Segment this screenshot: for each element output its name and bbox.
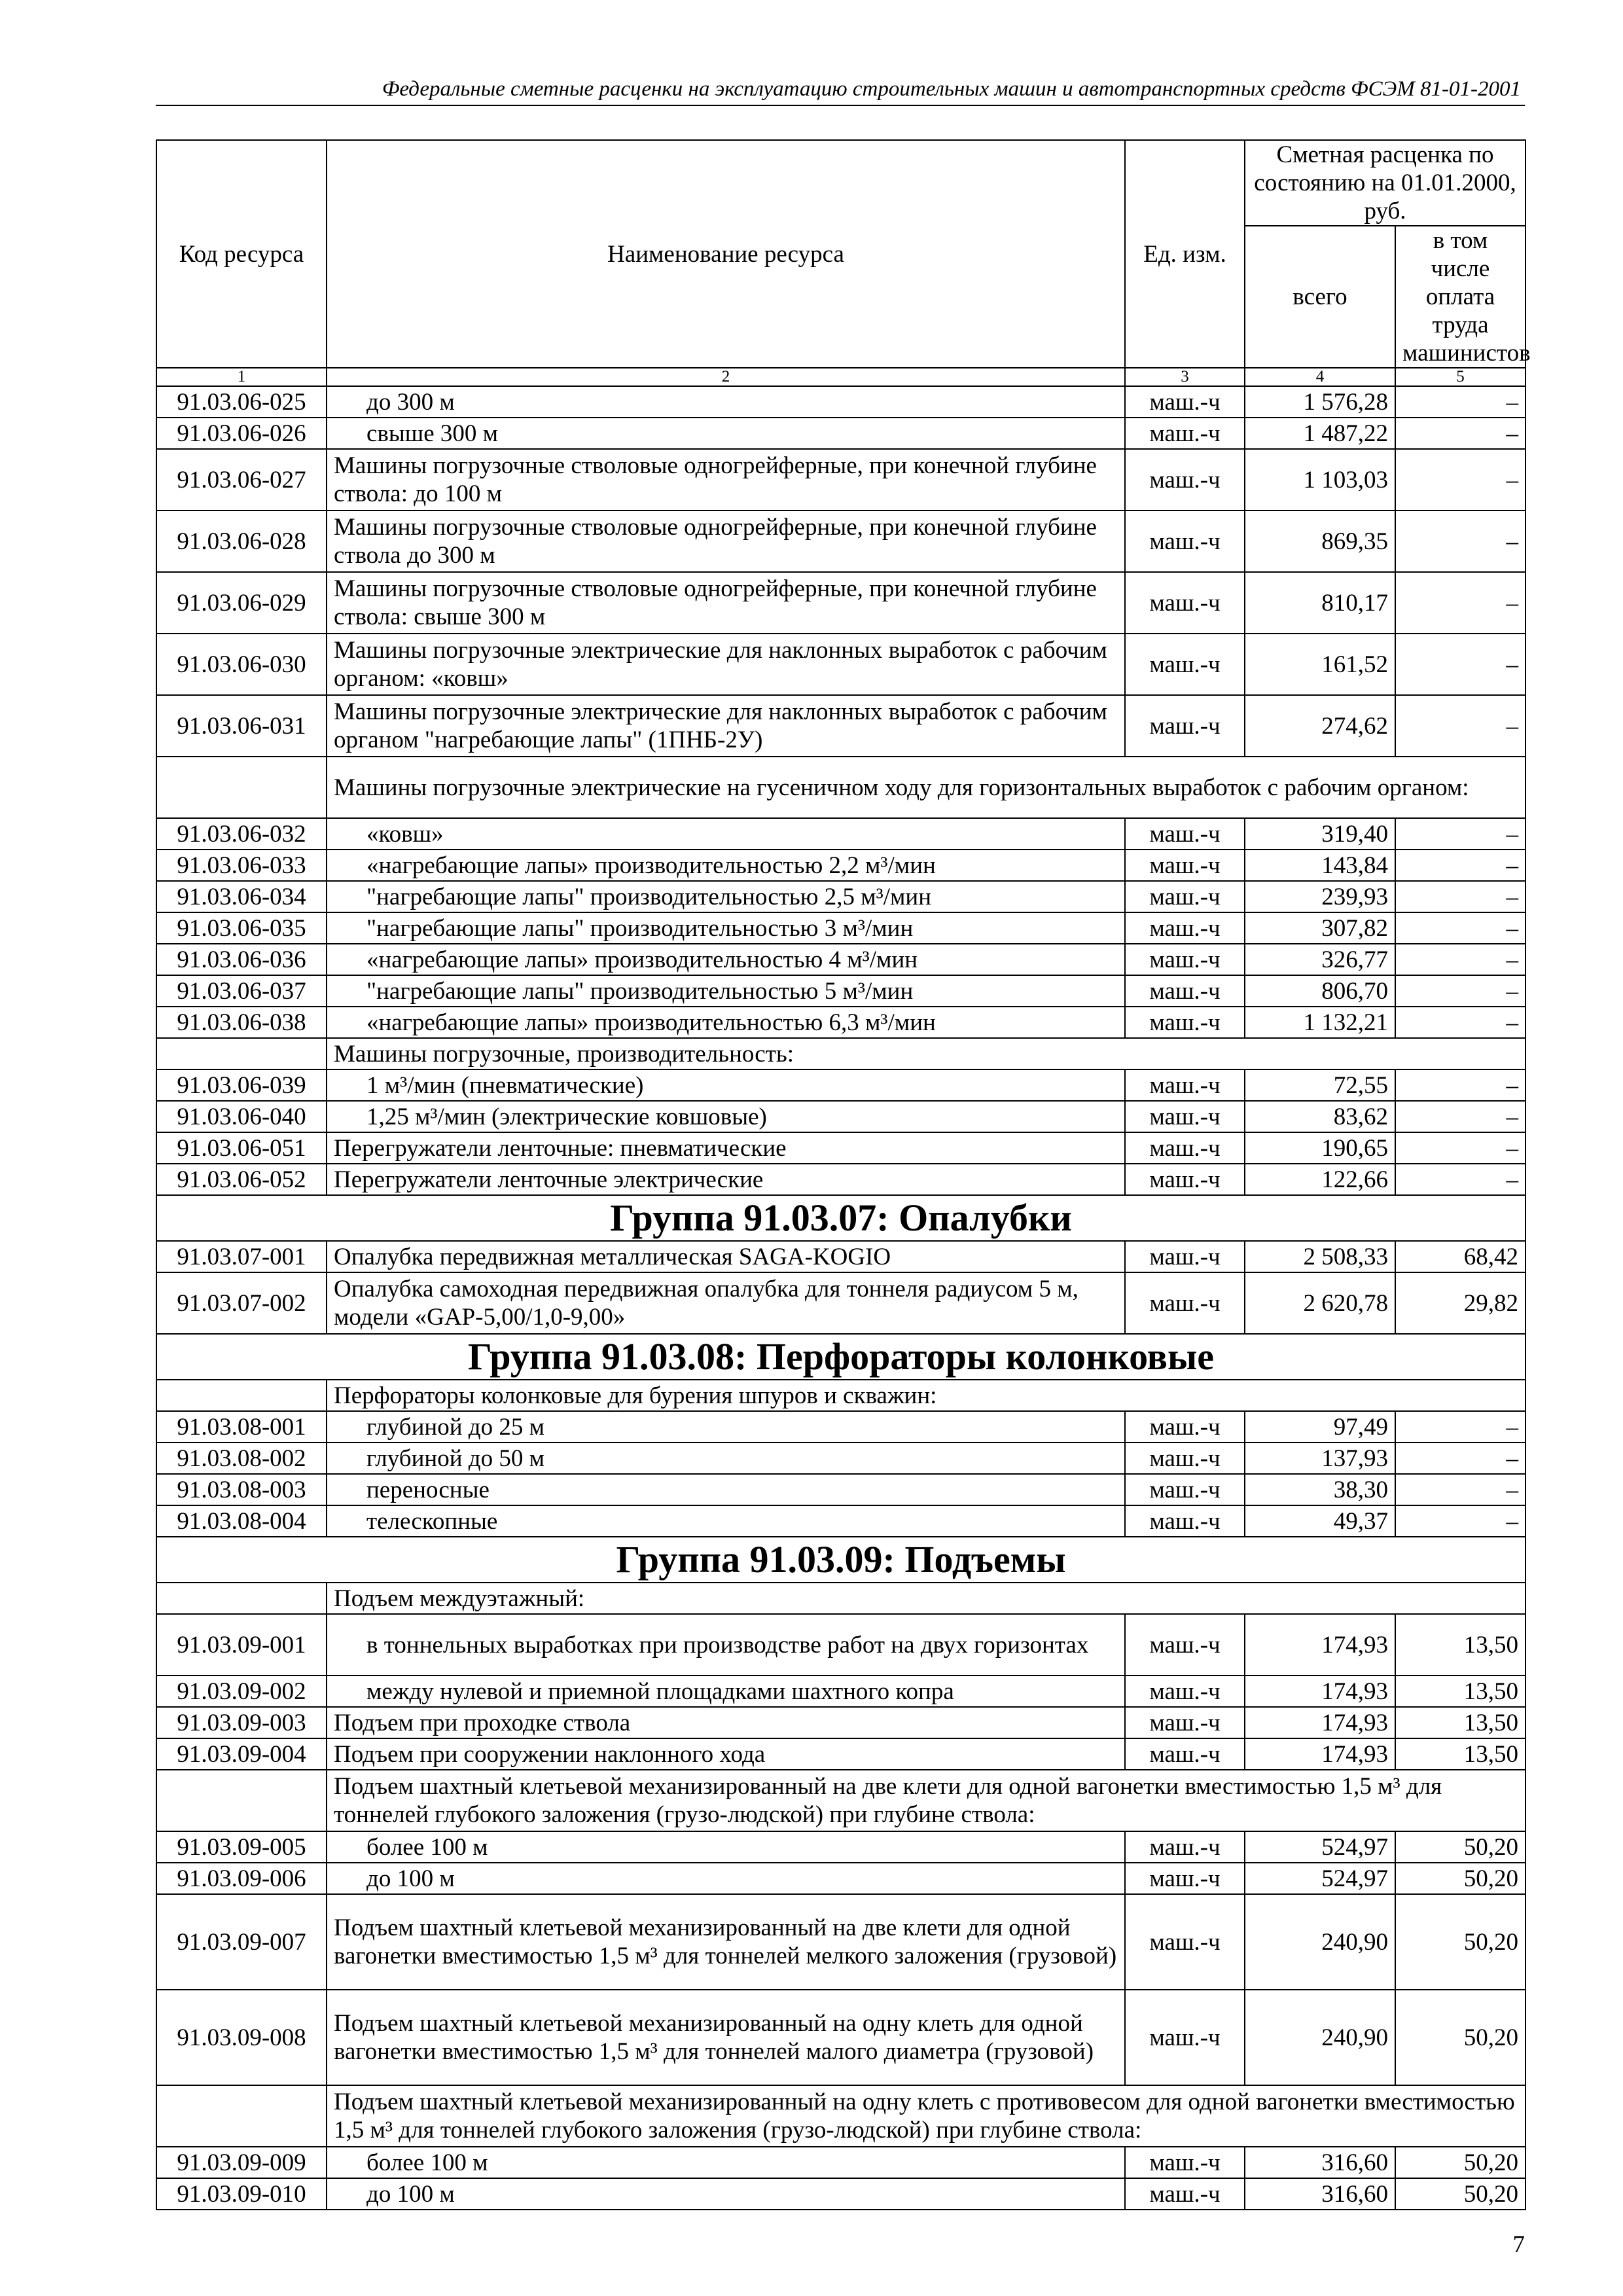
cell-total: 122,66 [1245, 1164, 1395, 1195]
subheader-text: Подъем шахтный клетьевой механизированный на одну клеть с противовесом для одной вагонетки вместимостью 1,5 м³ для тоннелей глубокого заложения (грузо-людской) при глубине ствола: [327, 2085, 1525, 2147]
cell-code: 91.03.08-004 [156, 1505, 327, 1537]
cell-code-empty [156, 757, 327, 818]
header-unit: Ед. изм. [1125, 140, 1245, 368]
subheader-text: Машины погрузочные, производительность: [327, 1038, 1525, 1069]
cell-total: 1 132,21 [1245, 1007, 1395, 1038]
group-heading-row [156, 1195, 1525, 1241]
table-row [156, 881, 1525, 912]
cell-code: 91.03.06-036 [156, 944, 327, 975]
cell-total: 316,60 [1245, 2147, 1395, 2178]
cell-wage: – [1395, 1443, 1525, 1474]
table-row [156, 1007, 1525, 1038]
cell-unit: маш.-ч [1125, 850, 1245, 881]
cell-code: 91.03.08-001 [156, 1411, 327, 1443]
subheader-text: Подъем шахтный клетьевой механизированный на две клети для одной вагонетки вместимостью 1,5 м³ для тоннелей глубокого заложения (грузо-людской) при глубине ствола: [327, 1770, 1525, 1831]
cell-total: 1 487,22 [1245, 418, 1395, 449]
subheader-text: Перфораторы колонковые для бурения шпуров и скважин: [327, 1380, 1525, 1411]
cell-code: 91.03.06-030 [156, 634, 327, 695]
cell-name: более 100 м [327, 2147, 1125, 2178]
cell-total: 161,52 [1245, 634, 1395, 695]
cell-code-empty [156, 1038, 327, 1069]
cell-name: Машины погрузочные стволовые одногрейферные, при конечной глубине ствола: свыше 300 м [327, 572, 1125, 634]
cell-name: Подъем шахтный клетьевой механизированный на одну клеть для одной вагонетки вместимостью 1,5 м³ для тоннелей малого диаметра (грузовой) [327, 1990, 1125, 2085]
cell-total: 239,93 [1245, 881, 1395, 912]
table-row [156, 1863, 1525, 1894]
cell-name: 1,25 м³/мин (электрические ковшовые) [327, 1101, 1125, 1132]
cell-unit: маш.-ч [1125, 975, 1245, 1007]
cell-name: Подъем при проходке ствола [327, 1707, 1125, 1738]
cell-name: более 100 м [327, 1831, 1125, 1863]
cell-code: 91.03.07-001 [156, 1241, 327, 1272]
cell-wage: 50,20 [1395, 1894, 1525, 1990]
cell-code: 91.03.09-005 [156, 1831, 327, 1863]
cell-total: 174,93 [1245, 1738, 1395, 1770]
cell-unit: маш.-ч [1125, 695, 1245, 757]
cell-unit: маш.-ч [1125, 418, 1245, 449]
table-row [156, 2147, 1525, 2178]
cell-total: 2 508,33 [1245, 1241, 1395, 1272]
subheader-text: Машины погрузочные электрические на гусеничном ходу для горизонтальных выработок с рабочим органом: [327, 757, 1525, 818]
cell-name: «нагребающие лапы» производительностью 4 м³/мин [327, 944, 1125, 975]
cell-name: Машины погрузочные электрические для наклонных выработок с рабочим органом: «ковш» [327, 634, 1125, 695]
col-number: 3 [1125, 368, 1245, 386]
cell-total: 240,90 [1245, 1894, 1395, 1990]
table-row [156, 1164, 1525, 1195]
subheader-row [156, 2085, 1525, 2147]
table-row [156, 1272, 1525, 1334]
cell-unit: маш.-ч [1125, 2178, 1245, 2210]
table-row [156, 944, 1525, 975]
table-row [156, 912, 1525, 944]
subheader-row [156, 1380, 1525, 1411]
cell-wage: – [1395, 449, 1525, 511]
cell-total: 137,93 [1245, 1443, 1395, 1474]
cell-name: переносные [327, 1474, 1125, 1505]
cell-total: 240,90 [1245, 1990, 1395, 2085]
cell-code: 91.03.06-027 [156, 449, 327, 511]
table-row [156, 1474, 1525, 1505]
table-row [156, 1614, 1525, 1676]
cell-code: 91.03.06-031 [156, 695, 327, 757]
cell-name: глубиной до 50 м [327, 1443, 1125, 1474]
table-row [156, 1676, 1525, 1707]
rates-table [156, 139, 1531, 2210]
subheader-row [156, 757, 1525, 818]
cell-code: 91.03.06-026 [156, 418, 327, 449]
cell-unit: маш.-ч [1125, 572, 1245, 634]
cell-total: 319,40 [1245, 818, 1395, 850]
cell-name: Перегружатели ленточные электрические [327, 1164, 1125, 1195]
cell-unit: маш.-ч [1125, 1614, 1245, 1676]
cell-wage: – [1395, 850, 1525, 881]
cell-wage: – [1395, 572, 1525, 634]
cell-code: 91.03.06-052 [156, 1164, 327, 1195]
cell-wage: 13,50 [1395, 1707, 1525, 1738]
cell-name: "нагребающие лапы" производительностью 3 м³/мин [327, 912, 1125, 944]
cell-code: 91.03.06-040 [156, 1101, 327, 1132]
page-number: 7 [1512, 2231, 1525, 2258]
group-heading: Группа 91.03.08: Перфораторы колонковые [156, 1334, 1525, 1380]
cell-wage: 50,20 [1395, 1831, 1525, 1863]
table-row [156, 386, 1525, 418]
cell-total: 174,93 [1245, 1676, 1395, 1707]
cell-unit: маш.-ч [1125, 1505, 1245, 1537]
cell-unit: маш.-ч [1125, 818, 1245, 850]
cell-unit: маш.-ч [1125, 1069, 1245, 1101]
cell-code-empty [156, 1770, 327, 1831]
cell-name: "нагребающие лапы" производительностью 5 м³/мин [327, 975, 1125, 1007]
cell-code: 91.03.06-035 [156, 912, 327, 944]
cell-unit: маш.-ч [1125, 1164, 1245, 1195]
header-total: всего [1245, 226, 1395, 368]
table-row [156, 1132, 1525, 1164]
cell-unit: маш.-ч [1125, 634, 1245, 695]
cell-wage: – [1395, 818, 1525, 850]
cell-name: Подъем шахтный клетьевой механизированный на две клети для одной вагонетки вместимостью 1,5 м³ для тоннелей мелкого заложения (грузовой) [327, 1894, 1125, 1990]
cell-total: 307,82 [1245, 912, 1395, 944]
table-row [156, 1241, 1525, 1272]
header-code: Код ресурса [156, 140, 327, 368]
cell-total: 72,55 [1245, 1069, 1395, 1101]
header-name: Наименование ресурса [327, 140, 1125, 368]
table-row [156, 1069, 1525, 1101]
cell-wage: – [1395, 975, 1525, 1007]
cell-code: 91.03.09-001 [156, 1614, 327, 1676]
cell-wage: – [1395, 695, 1525, 757]
cell-unit: маш.-ч [1125, 1990, 1245, 2085]
table-row [156, 1443, 1525, 1474]
cell-name: 1 м³/мин (пневматические) [327, 1069, 1125, 1101]
cell-wage: – [1395, 1132, 1525, 1164]
cell-total: 190,65 [1245, 1132, 1395, 1164]
cell-name: «нагребающие лапы» производительностью 2,2 м³/мин [327, 850, 1125, 881]
cell-code: 91.03.06-032 [156, 818, 327, 850]
cell-total: 524,97 [1245, 1863, 1395, 1894]
cell-wage: – [1395, 1505, 1525, 1537]
cell-wage: 13,50 [1395, 1614, 1525, 1676]
col-number: 2 [327, 368, 1125, 386]
cell-total: 869,35 [1245, 511, 1395, 572]
cell-wage: 13,50 [1395, 1676, 1525, 1707]
cell-unit: маш.-ч [1125, 1007, 1245, 1038]
cell-total: 97,49 [1245, 1411, 1395, 1443]
cell-code: 91.03.06-028 [156, 511, 327, 572]
cell-wage: – [1395, 944, 1525, 975]
cell-code: 91.03.06-038 [156, 1007, 327, 1038]
cell-name: Машины погрузочные электрические для наклонных выработок с рабочим органом "нагребающие лапы" (1ПНБ-2У) [327, 695, 1125, 757]
cell-wage: 50,20 [1395, 1863, 1525, 1894]
table-row [156, 2178, 1525, 2210]
table-row [156, 1894, 1525, 1990]
cell-total: 810,17 [1245, 572, 1395, 634]
cell-total: 174,93 [1245, 1614, 1395, 1676]
cell-total: 174,93 [1245, 1707, 1395, 1738]
cell-code: 91.03.09-003 [156, 1707, 327, 1738]
cell-code: 91.03.06-051 [156, 1132, 327, 1164]
col-number: 5 [1395, 368, 1525, 386]
table-row [156, 1990, 1525, 2085]
cell-code: 91.03.06-029 [156, 572, 327, 634]
cell-unit: маш.-ч [1125, 2147, 1245, 2178]
cell-wage: – [1395, 912, 1525, 944]
cell-unit: маш.-ч [1125, 1443, 1245, 1474]
table-row [156, 818, 1525, 850]
cell-name: до 100 м [327, 1863, 1125, 1894]
group-heading-row [156, 1334, 1525, 1380]
table-row [156, 1411, 1525, 1443]
cell-unit: маш.-ч [1125, 1101, 1245, 1132]
table-row [156, 1707, 1525, 1738]
cell-unit: маш.-ч [1125, 1241, 1245, 1272]
cell-name: до 300 м [327, 386, 1125, 418]
cell-wage: 50,20 [1395, 1990, 1525, 2085]
group-heading-row [156, 1537, 1525, 1583]
cell-unit: маш.-ч [1125, 1863, 1245, 1894]
cell-name: «ковш» [327, 818, 1125, 850]
cell-unit: маш.-ч [1125, 386, 1245, 418]
subheader-row [156, 1770, 1525, 1831]
subheader-row [156, 1038, 1525, 1069]
header-rate: Сметная расценка по состоянию на 01.01.2000, руб. [1245, 140, 1525, 226]
running-header: Федеральные сметные расценки на эксплуатацию строительных машин и автотранспортных средств ФСЭМ 81-01-2001 [156, 73, 1525, 106]
cell-code: 91.03.09-009 [156, 2147, 327, 2178]
cell-code: 91.03.09-004 [156, 1738, 327, 1770]
cell-code: 91.03.09-008 [156, 1990, 327, 2085]
cell-wage: – [1395, 418, 1525, 449]
cell-total: 143,84 [1245, 850, 1395, 881]
table-row [156, 850, 1525, 881]
table-row [156, 418, 1525, 449]
cell-total: 274,62 [1245, 695, 1395, 757]
cell-name: Подъем при сооружении наклонного хода [327, 1738, 1125, 1770]
subheader-row [156, 1583, 1525, 1614]
cell-name: до 100 м [327, 2178, 1125, 2210]
cell-unit: маш.-ч [1125, 1707, 1245, 1738]
cell-total: 49,37 [1245, 1505, 1395, 1537]
cell-unit: маш.-ч [1125, 1676, 1245, 1707]
cell-name: глубиной до 25 м [327, 1411, 1125, 1443]
table-row [156, 1738, 1525, 1770]
cell-wage: – [1395, 1474, 1525, 1505]
group-heading: Группа 91.03.07: Опалубки [156, 1195, 1525, 1241]
table-row [156, 975, 1525, 1007]
cell-code: 91.03.08-003 [156, 1474, 327, 1505]
cell-name: между нулевой и приемной площадками шахтного копра [327, 1676, 1125, 1707]
header-wage: в том числе оплата труда машинистов [1395, 226, 1525, 368]
cell-name: Перегружатели ленточные: пневматические [327, 1132, 1125, 1164]
table-row [156, 511, 1525, 572]
cell-total: 38,30 [1245, 1474, 1395, 1505]
cell-unit: маш.-ч [1125, 1272, 1245, 1334]
cell-name: в тоннельных выработках при производстве работ на двух горизонтах [327, 1614, 1125, 1676]
table-row [156, 1831, 1525, 1863]
cell-total: 1 576,28 [1245, 386, 1395, 418]
cell-code: 91.03.06-033 [156, 850, 327, 881]
cell-name: Машины погрузочные стволовые одногрейферные, при конечной глубине ствола: до 100 м [327, 449, 1125, 511]
cell-wage: – [1395, 1069, 1525, 1101]
cell-unit: маш.-ч [1125, 1894, 1245, 1990]
table-row [156, 449, 1525, 511]
cell-unit: маш.-ч [1125, 944, 1245, 975]
cell-wage: – [1395, 1411, 1525, 1443]
cell-code: 91.03.06-039 [156, 1069, 327, 1101]
cell-wage: – [1395, 1101, 1525, 1132]
cell-name: свыше 300 м [327, 418, 1125, 449]
cell-name: «нагребающие лапы» производительностью 6,3 м³/мин [327, 1007, 1125, 1038]
cell-unit: маш.-ч [1125, 912, 1245, 944]
cell-total: 806,70 [1245, 975, 1395, 1007]
cell-wage: 13,50 [1395, 1738, 1525, 1770]
cell-code: 91.03.09-010 [156, 2178, 327, 2210]
cell-total: 316,60 [1245, 2178, 1395, 2210]
cell-code: 91.03.08-002 [156, 1443, 327, 1474]
cell-unit: маш.-ч [1125, 511, 1245, 572]
cell-wage: – [1395, 386, 1525, 418]
cell-total: 83,62 [1245, 1101, 1395, 1132]
cell-unit: маш.-ч [1125, 1831, 1245, 1863]
cell-wage: – [1395, 1164, 1525, 1195]
subheader-text: Подъем междуэтажный: [327, 1583, 1525, 1614]
cell-code: 91.03.09-006 [156, 1863, 327, 1894]
cell-wage: – [1395, 1007, 1525, 1038]
cell-name: Опалубка самоходная передвижная опалубка для тоннеля радиусом 5 м, модели «GAP-5,00/1,0-9,00» [327, 1272, 1125, 1334]
cell-unit: маш.-ч [1125, 1411, 1245, 1443]
cell-total: 2 620,78 [1245, 1272, 1395, 1334]
cell-unit: маш.-ч [1125, 881, 1245, 912]
cell-code: 91.03.06-034 [156, 881, 327, 912]
cell-code: 91.03.07-002 [156, 1272, 327, 1334]
cell-wage: 29,82 [1395, 1272, 1525, 1334]
cell-wage: 50,20 [1395, 2178, 1525, 2210]
cell-code: 91.03.09-002 [156, 1676, 327, 1707]
cell-wage: 50,20 [1395, 2147, 1525, 2178]
cell-name: телескопные [327, 1505, 1125, 1537]
group-heading: Группа 91.03.09: Подъемы [156, 1537, 1525, 1583]
table-row [156, 695, 1525, 757]
cell-code: 91.03.06-037 [156, 975, 327, 1007]
table-row [156, 1505, 1525, 1537]
col-number: 1 [156, 368, 327, 386]
cell-code-empty [156, 1583, 327, 1614]
cell-code-empty [156, 2085, 327, 2147]
cell-wage: – [1395, 634, 1525, 695]
cell-wage: 68,42 [1395, 1241, 1525, 1272]
cell-unit: маш.-ч [1125, 449, 1245, 511]
cell-name: "нагребающие лапы" производительностью 2,5 м³/мин [327, 881, 1125, 912]
cell-code-empty [156, 1380, 327, 1411]
cell-name: Машины погрузочные стволовые одногрейферные, при конечной глубине ствола до 300 м [327, 511, 1125, 572]
table-body [156, 386, 1525, 2210]
cell-unit: маш.-ч [1125, 1474, 1245, 1505]
cell-unit: маш.-ч [1125, 1738, 1245, 1770]
cell-code: 91.03.06-025 [156, 386, 327, 418]
cell-total: 326,77 [1245, 944, 1395, 975]
cell-wage: – [1395, 511, 1525, 572]
cell-total: 524,97 [1245, 1831, 1395, 1863]
table-row [156, 572, 1525, 634]
cell-code: 91.03.09-007 [156, 1894, 327, 1990]
cell-total: 1 103,03 [1245, 449, 1395, 511]
table-row [156, 1101, 1525, 1132]
cell-name: Опалубка передвижная металлическая SAGA-KOGIO [327, 1241, 1125, 1272]
cell-unit: маш.-ч [1125, 1132, 1245, 1164]
cell-wage: – [1395, 881, 1525, 912]
table-row [156, 634, 1525, 695]
col-number: 4 [1245, 368, 1395, 386]
